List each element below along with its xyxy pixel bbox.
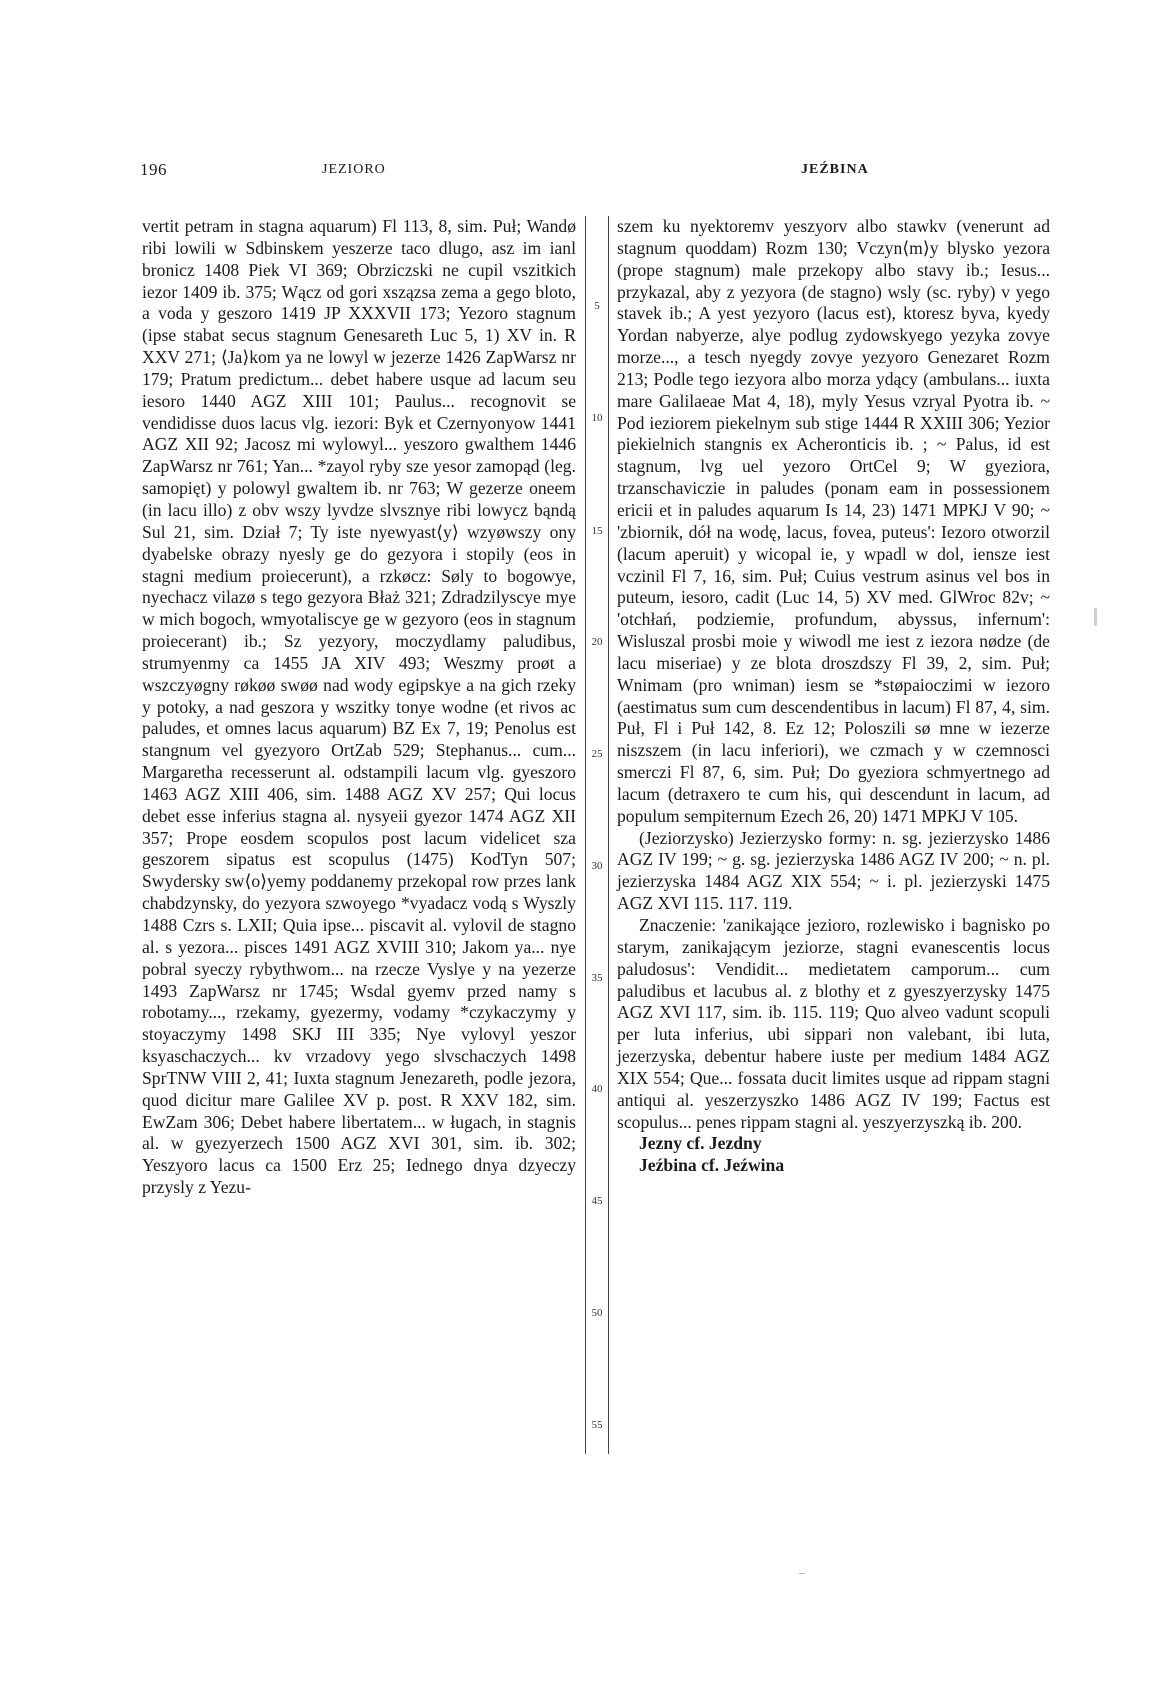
line-number: 40 [591,1083,603,1095]
column-rule-left [585,216,586,1454]
entry-jezierzysko-forms: (Jeziorzysko) Jezierzysko formy: n. sg. jezierzysko 1486 AGZ IV 199; ~ g. sg. jezierzyska 1486 AGZ IV 200; ~ n. pl. jezierzyska 1484 AGZ XIX 554; ~ i. pl. jezierzyski 1475 AGZ XVI 115. 117. 119. [617,827,1050,914]
page-number: 196 [140,160,167,179]
left-column-text: vertit petram in stagna aquarum) Fl 113, 8, sim. Puł; Wandø ribi lowili w Sdbinskem yeszerze taco dlugo, asz im ianl bronicz 1408 Piek VI 369; Obrziczski ne cupil vszitkich iezor 1409 ib. 375; Wącz od gori xszązsa zema a gego bloto, a voda y geszoro 1419 JP XXXVII 173; Yezoro stagnum (ipse stabat secus stagnum Genesareth Luc 5, 1) XV in. R XXV 271; ⟨Ja⟩kom ya ne lowyl w jezerze 1426 ZapWarsz nr 179; Pratum predictum... debet habere usque ad lacum seu iesoro 1440 AGZ XIII 101; Paulus... recognovit se vendidisse duos lacus vlg. iezori: Byk et Czernyonyow 1441 AGZ XII 92; Jacosz mi wylowyl... yeszoro gwalthem 1446 ZapWarsz nr 761; Yan... *zayol ryby sze yesor zamopąd (leg. samopięt) y polowyl gwaltem ib. nr 763; W gezerze oneem (in lacu illo) z obv wszy lyvdze slvsznye ribi lowycz bąndą Sul 21, sim. Dział 7; Ty iste nyewyast⟨y⟩ wzyøwszy ony dyabelske obrazy nyesly ge do gezyora i stopily (eos in stagni medium proiecerunt), a rzkøcz: Søly to bogowye, nyechacz vilazø s tego gezyora Błaż 321; Zdradzilyscye mye w mich bogoch, wmyotaliscye ge w gezyoro (eos in stagnum proiecerant) ib.; Sz yezyory, moczydlamy paludibus, strumyenmy ca 1455 JA XIV 493; Weszmy proøt a wszczyøgny røkøø swøø nad wody egipskye a na gich rzeky y potoky, a nad geszora y wszitky tonye wodne (et rivos ac paludes, et omnes lacus aquarum) BZ Ex 7, 19; Penolus est stangnum vel gyezyoro OrtZab 529; Stephanus... cum... Margaretha recesserunt al. odstampili lacum vlg. gyeszoro 1463 AGZ XIII 406, sim. 1488 AGZ XV 257; Qui locus debet esse inferius stagna al. nysyeii gyezor 1474 AGZ XII 357; Prope eosdem scopulos post lacum videlicet sza geszorem sipatus est scopulus (1475) KodTyn 507; Swydersky sw⟨o⟩yemy poddanemy przekopal row przes lank chabdzynsky, do yezyora szwoyego *vyadacz vodą s Wyszly 1488 Czrs s. LXII; Quia ipse... piscavit al. vylovil de stagno al. s yezora... pisces 1491 AGZ XVIII 310; Jakom ya... nye pobral syeczy rybythwom... na rzecze Vyslye y na yezerze 1493 ZapWarsz nr 1745; Wsdal gyemv przed namy s robotamy..., rzekamy, gyezermy, vodamy *czykaczymy y stoyaczymy 1498 SKJ III 335; Nye vylovyl yeszor ksyaschaczych... kv vrzadovy yego slvschaczych 1498 SprTNW VIII 2, 41; Iuxta stagnum Jenezareth, podle jezora, quod dicitur mare Galilee XV p. post. R XXV 182, sim. EwZam 306; Debet habere libertatem... w ługach, in stagnis al. w gyezyerzech 1500 AGZ XVI 301, sim. ib. 302; Yeszyoro lacus ca 1500 Erz 25; Iednego dnya dzyeczy przysly z Yezu- [142,216,576,1198]
line-number: 30 [591,860,603,872]
column-rule-right [608,216,609,1454]
entry-jezioro-continued: szem ku nyektoremv yeszyorv albo stawkv (venerunt ad stagnum quoddam) Rozm 130; Vczyn⟨m⟩y blysko yezora (prope stagnum) male przekopy albo stavy ib.; Iesus... przykazal, aby z yezyora (de stagno) wsly (sc. ryby) v yego stavek ib.; A yest yezyoro (lacus est), ktoresz byva, kyedy Yordan nabyerze, alye podlug zydowskyego yezyka zovye morze..., a tesch nyegdy zovye yezyoro Genezaret Rozm 213; Podle tego iezyora albo morza ydący (ambulans... iuxta mare Galilaeae Mat 4, 18), myly Yesus vzryal Pyotra ib. ~ Pod ieziorem piekelnym sub stige 1444 R XXIII 306; Yezior piekielnich stangnis ex Acheronticis ib. ; ~ Palus, id est stagnum, lvg uel yezoro OrtCel 9; W gyeziora, trzanschaviczie in paludes (ponam eam in possessionem ericii et in paludes aquarum Is 14, 23) 1471 MPKJ V 90; ~ 'zbiornik, dół na wodę, lacus, fovea, puteus': Iezoro otworzil (lacum aperuit) y wicopal ie, y wpadl w dol, iensze iest vczinil Fl 7, 16, sim. Puł; Cuius vestrum asinus vel bos in puteum, iesoro, cadit (Luc 14, 5) XV med. GlWroc 82v; ~ 'otchłań, podziemie, profundum, abyssus, infernum': Wisluszal prosbi moie y wiwodl me iest z iezora nødze (de lacu miseriae) y ze blota droszdszy Fl 39, 2, sim. Puł; Wnimam (pro wniman) iesm se *støpaioczimi w iezoro (aestimatus sum cum descendentibus in lacum) Fl 87, 4, sim. Puł, Fl i Puł 142, 8. Ez 12; Poloszili sø mne w iezerze niszszem (in lacu inferiori), we czmach y w czemnosci smerczi Fl 87, 6, sim. Puł; Do gyeziora schmyertnego ad lacum (detraxero te cum his, qui descendunt in lacum, ad populum sempiternum Ezech 26, 20) 1471 MPKJ V 105. [617,216,1050,826]
right-running-head: JEŹBINA [801,162,869,177]
paper-mark [1094,608,1097,626]
line-number: 35 [591,972,603,984]
line-number: 55 [591,1419,603,1431]
page-header [140,160,1047,184]
entry-jezbina: Jeźbina cf. Jeźwina [639,1155,785,1176]
line-number: 5 [594,300,600,312]
entry-jezny: Jezny cf. Jezdny [639,1133,762,1154]
line-number: 50 [591,1307,603,1319]
line-number: 10 [591,412,603,424]
line-number: 15 [591,525,603,537]
left-running-head: JEZIORO [322,162,386,177]
line-number: 25 [591,748,603,760]
line-number: 45 [591,1195,603,1207]
left-column [142,216,576,1199]
paper-mark [799,1573,805,1574]
right-column [617,216,1050,1177]
line-number: 20 [591,636,603,648]
entry-jezierzysko-meaning: Znaczenie: 'zanikające jezioro, rozlewisko i bagnisko po starym, zanikającym jeziorze, stagni evanescentis locus paludosus': Vendidit... medietatem camporum... cum paludibus et lacubus al. z blothy et z gyeszyerzysky 1475 AGZ XVI 117, sim. ib. 115. 119; Quo alveo vadunt scopuli per luta inferius, ubi sippari non valebant, ibi luta, jezerzyska, debentur habere iuste per medium 1484 AGZ XIX 554; Que... fossata ducit limites usque ad rippam stagni antiqui al. yeszerzyszko 1486 AGZ IV 199; Factus est scopulus... penes rippam stagni al. yeszyerzyszką ib. 200. [617,915,1050,1132]
